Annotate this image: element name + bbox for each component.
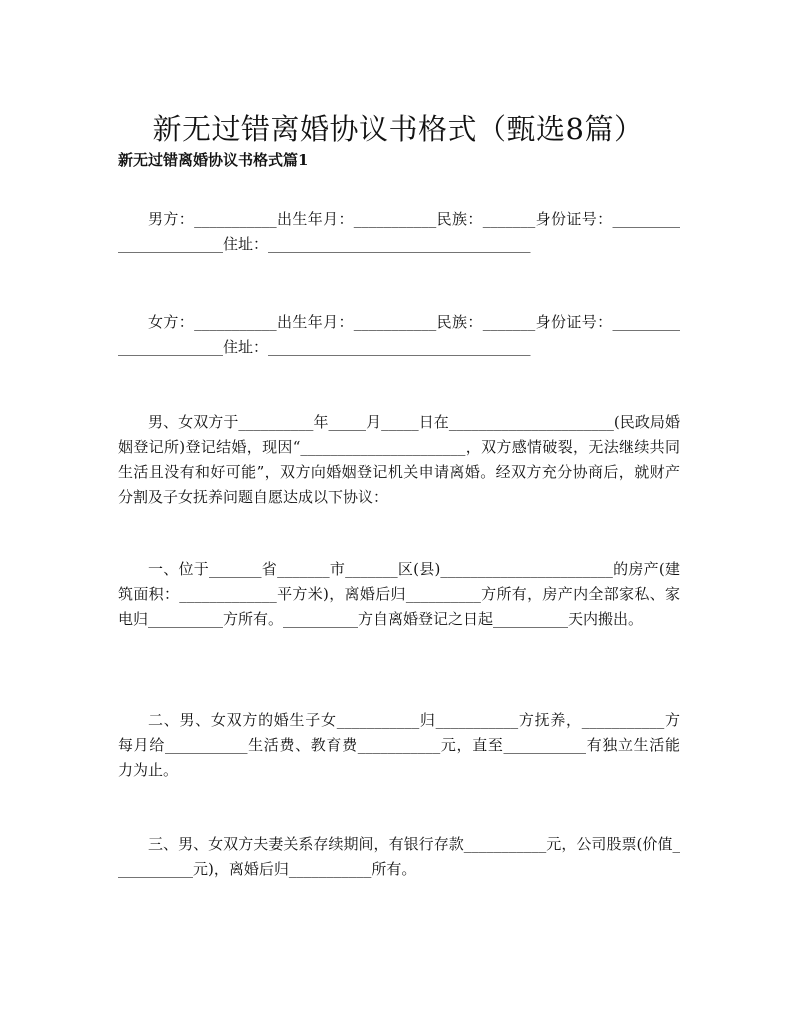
paragraph-wife-info: 女方：___________出生年月：___________民族：_______身份证号：_______________________住址：___________________________________ xyxy=(118,313,680,356)
document-title: 新无过错离婚协议书格式（甄选8篇） xyxy=(152,112,644,147)
paragraph-marriage-statement: 男、女双方于__________年_____月_____日在______________________(民政局婚姻登记所)登记结婚，现因“______________________，双方感情破裂，无法继续共同生活且没有和好可能”，双方向婚姻登记机关申请离婚。经双方充分协商后，就财产分割及子女抚养问题自愿达成以下协议： xyxy=(118,413,680,506)
paragraph-husband-info: 男方：___________出生年月：___________民族：_______身份证号：_______________________住址：___________________________________ xyxy=(118,210,680,253)
paragraph-savings-clause: 三、男、女双方夫妻关系存续期间，有银行存款___________元，公司股票(价值___________元)，离婚后归___________所有。 xyxy=(118,835,680,878)
section-heading: 新无过错离婚协议书格式篇1 xyxy=(118,151,309,169)
paragraph-child-custody-clause: 二、男、女双方的婚生子女___________归___________方抚养，___________方每月给___________生活费、教育费___________元，直至___________有独立生活能力为止。 xyxy=(118,711,680,779)
paragraph-property-clause: 一、位于_______省_______市_______区(县)_______________________的房产(建筑面积：_____________平方米)，离婚后归__________方所有，房产内全部家私、家电归__________方所有。__________方自离婚登记之日起__________天内搬出。 xyxy=(118,560,680,628)
